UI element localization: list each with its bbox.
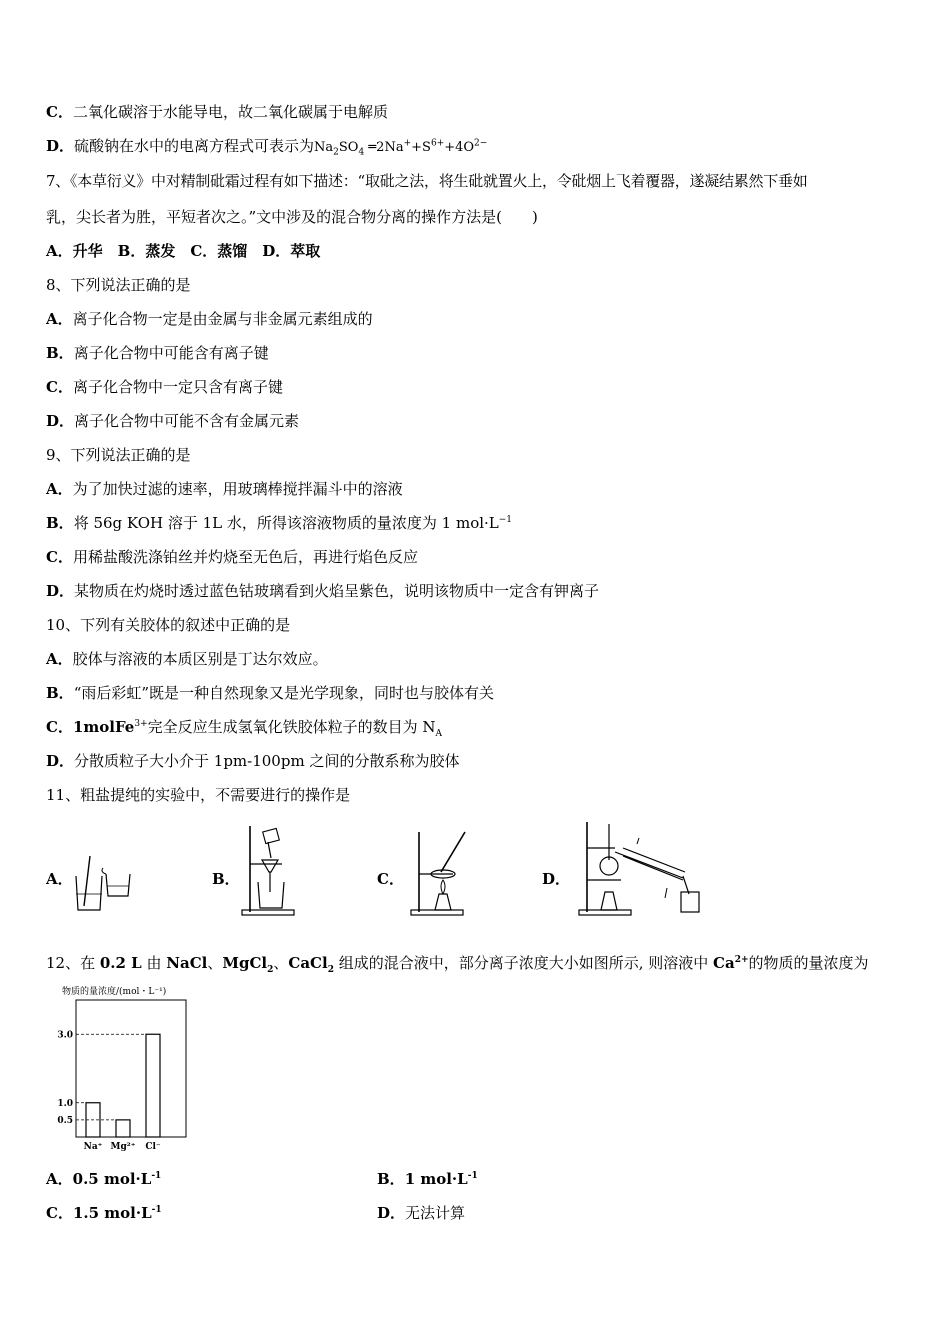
filtration-apparatus-icon: [238, 822, 298, 917]
q8-option-c: C．离子化合物中一定只含有离子键: [46, 378, 283, 396]
q9-option-d: D．某物质在灼烧时透过蓝色钴玻璃看到火焰呈紫色，说明该物质中一定含有钾离子: [46, 582, 600, 600]
q9-stem: 9、下列说法正确的是: [46, 446, 191, 464]
q9-option-c: C．用稀盐酸洗涤铂丝并灼烧至无色后，再进行焰色反应: [46, 548, 418, 566]
distillation-apparatus-icon: [575, 818, 705, 918]
y-tick-label: 1.0: [57, 1098, 73, 1109]
q8-option-d: D．离子化合物中可能不含有金属元素: [46, 412, 300, 430]
q11-label-a: A．: [46, 870, 73, 888]
q8-stem: 8、下列说法正确的是: [46, 276, 191, 294]
q12-option-d: D．无法计算: [377, 1204, 466, 1222]
category-label: Cl⁻: [145, 1142, 161, 1152]
q6-option-c: C．二氧化碳溶于水能导电，故二氧化碳属于电解质: [46, 103, 388, 121]
q12-option-a: A．0.5 $mol\cdot L^{-1}$: [46, 1170, 162, 1188]
bar: [116, 1120, 130, 1137]
q11-stem: 11、粗盐提纯的实验中，不需要进行的操作是: [46, 786, 351, 804]
category-label: Mg²⁺: [110, 1142, 136, 1152]
q12-stem: 12、在 0.2 L 由 NaCl、MgCl$_2$、CaCl$_2$ 组成的混合液中，部分离子浓度大小如图所示, 则溶液中 $Ca^{2+}$的物质的量浓度为: [46, 954, 869, 975]
q8-option-b: B．离子化合物中可能含有离子键: [46, 344, 269, 362]
q10-option-d: D．分散质粒子大小介于 1pm-100pm 之间的分散系称为胶体: [46, 752, 460, 770]
y-tick-label: 0.5: [57, 1115, 73, 1126]
bar: [146, 1034, 160, 1137]
y-tick-label: 3.0: [57, 1030, 73, 1041]
q11-label-c: C．: [377, 870, 404, 888]
q11-label-b: B．: [212, 870, 240, 888]
q9-option-b: B．将 56g KOH 溶于 1L 水，所得该溶液物质的量浓度为 1 $mol\cdot L^{-1}$: [46, 514, 513, 532]
dissolving-beaker-icon: [70, 852, 135, 914]
q9-option-a: A．为了加快过滤的速率，用玻璃棒搅拌漏斗中的溶液: [46, 480, 403, 498]
category-label: Na⁺: [83, 1142, 103, 1152]
q10-option-a: A．胶体与溶液的本质区别是丁达尔效应。: [46, 650, 328, 668]
q7-stem-line1: 7、《本草衍义》中对精制砒霜过程有如下描述：“取砒之法，将生砒就置火上，令砒烟上飞着覆器，遂凝结累然下垂如: [46, 172, 808, 190]
q10-stem: 10、下列有关胶体的叙述中正确的是: [46, 616, 291, 634]
q12-option-c: C．1.5 $mol\cdot L^{-1}$: [46, 1204, 162, 1222]
q6-option-d: D．硫酸钠在水中的电离方程式可表示为$Na_2SO_4$ $═2Na^++S^{6+}+4O^{2-}$: [46, 137, 488, 158]
q8-option-a: A．离子化合物一定是由金属与非金属元素组成的: [46, 310, 373, 328]
q10-option-c: C．1molFe$^{3+}$完全反应生成氢氧化铁胶体粒子的数目为 $N_A$: [46, 718, 443, 739]
q7-options: A．升华 B．蒸发 C．蒸馏 D．萃取: [46, 242, 321, 260]
q7-stem-line2: 乳，尖长者为胜，平短者次之。”文中涉及的混合物分离的操作方法是( ): [46, 208, 538, 226]
q12-option-b: B．1 $mol\cdot L^{-1}$: [377, 1170, 478, 1188]
q10-option-b: B．“雨后彩虹”既是一种自然现象又是光学现象，同时也与胶体有关: [46, 684, 495, 702]
ion-concentration-chart: [40, 982, 200, 1157]
q11-label-d: D．: [542, 870, 571, 888]
evaporation-apparatus-icon: [405, 828, 470, 918]
chart-title: 物质的量浓度/(mol・L⁻¹): [62, 987, 167, 997]
